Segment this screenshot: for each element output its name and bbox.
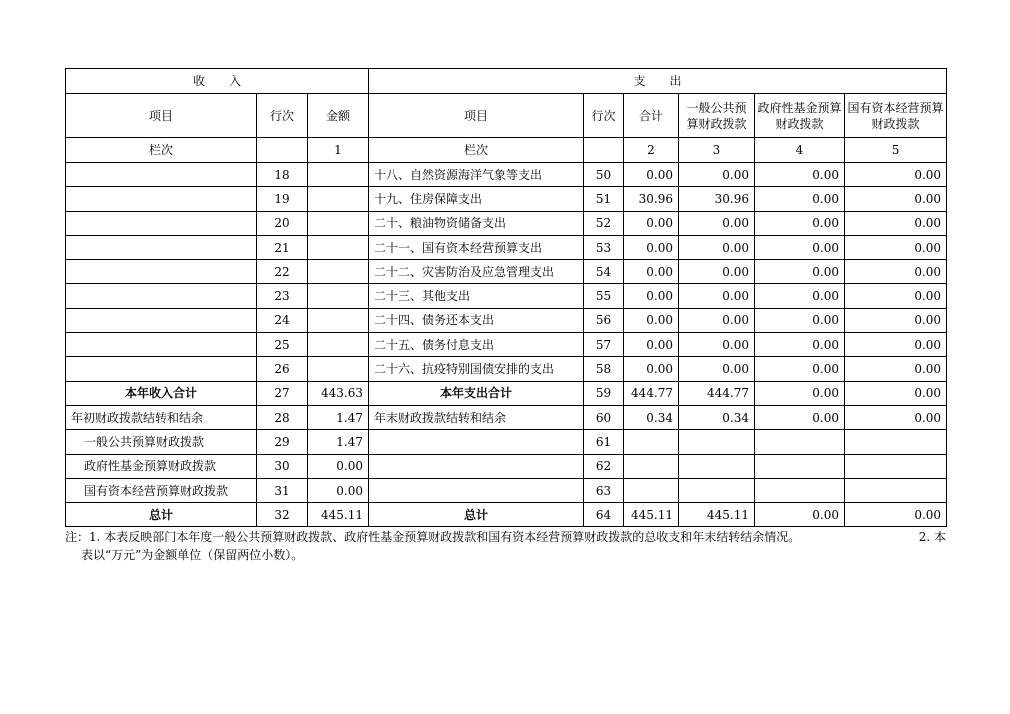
index-cell: 5: [845, 138, 947, 163]
empty-cell: [369, 430, 584, 454]
amount-cell: 0.00: [755, 187, 845, 211]
col-header-item: 项目: [369, 94, 584, 138]
amount-cell: 0.00: [679, 260, 755, 284]
amount-cell: 0.00: [845, 503, 947, 527]
income-item: [66, 284, 257, 308]
col-header-general: 一般公共预算财政拨款: [679, 94, 755, 138]
section-header-row: [66, 69, 947, 94]
index-cell: 2: [624, 138, 679, 163]
amount-cell: 0.00: [308, 478, 369, 502]
footnote-line-1: [65, 528, 946, 546]
expense-section-header: 支 出: [369, 69, 947, 94]
amount-cell: 0.00: [845, 405, 947, 429]
expense-item: 二十六、抗疫特别国债安排的支出: [369, 357, 584, 381]
income-item: [66, 163, 257, 187]
table-row: [66, 357, 947, 381]
amount-cell: 445.11: [308, 503, 369, 527]
row-no: 57: [584, 333, 624, 357]
table-row: [66, 163, 947, 187]
empty-cell: [679, 478, 755, 502]
amount-cell: 30.96: [624, 187, 679, 211]
amount-cell: 0.00: [755, 333, 845, 357]
grand-total-income-label: 总计: [66, 503, 257, 527]
index-cell: 1: [308, 138, 369, 163]
amount-cell: 0.00: [755, 308, 845, 332]
amount-cell: 0.00: [845, 333, 947, 357]
expense-item: 十九、住房保障支出: [369, 187, 584, 211]
amount-cell: 0.00: [755, 405, 845, 429]
amount-cell: 445.11: [679, 503, 755, 527]
col-header-state-capital: 国有资本经营预算财政拨款: [845, 94, 947, 138]
row-no: 54: [584, 260, 624, 284]
amount-cell: 0.00: [845, 211, 947, 235]
income-item: [66, 235, 257, 259]
annual-total-row: [66, 381, 947, 405]
row-no: 56: [584, 308, 624, 332]
amount-cell: 0.00: [308, 454, 369, 478]
row-no: 31: [257, 478, 308, 502]
table-row: [66, 211, 947, 235]
amount-cell: 445.11: [624, 503, 679, 527]
empty-cell: [845, 454, 947, 478]
empty-cell: [369, 454, 584, 478]
income-item: [66, 308, 257, 332]
sub-row: [66, 478, 947, 502]
amount-cell: 0.00: [624, 333, 679, 357]
amount-cell: 1.47: [308, 405, 369, 429]
empty-cell: [369, 478, 584, 502]
amount-cell: 0.00: [624, 211, 679, 235]
index-cell: 4: [755, 138, 845, 163]
row-no: 62: [584, 454, 624, 478]
row-no: 20: [257, 211, 308, 235]
row-no: 23: [257, 284, 308, 308]
row-no: 19: [257, 187, 308, 211]
row-no: 30: [257, 454, 308, 478]
amount-cell: 0.00: [624, 284, 679, 308]
index-row: [66, 138, 947, 163]
row-no: 18: [257, 163, 308, 187]
amount-cell: 0.00: [845, 187, 947, 211]
amount-cell: 30.96: [679, 187, 755, 211]
amount-cell: 0.00: [679, 333, 755, 357]
empty-cell: [755, 430, 845, 454]
amount-cell: [308, 211, 369, 235]
amount-cell: 0.00: [845, 163, 947, 187]
amount-cell: 0.00: [755, 260, 845, 284]
income-item: [66, 260, 257, 284]
end-balance-label: 年末财政拨款结转和结余: [369, 405, 584, 429]
row-no: 21: [257, 235, 308, 259]
table-row: [66, 308, 947, 332]
sub-item-label: 一般公共预算财政拨款: [66, 430, 257, 454]
sub-item-label: 国有资本经营预算财政拨款: [66, 478, 257, 502]
row-no: 26: [257, 357, 308, 381]
empty-cell: [624, 430, 679, 454]
row-no: 58: [584, 357, 624, 381]
footnote: [65, 528, 946, 564]
col-header-amount: 金额: [308, 94, 369, 138]
row-no: 64: [584, 503, 624, 527]
row-no: 25: [257, 333, 308, 357]
amount-cell: [308, 357, 369, 381]
amount-cell: 0.34: [624, 405, 679, 429]
income-item: [66, 211, 257, 235]
amount-cell: 0.00: [679, 308, 755, 332]
table-row: [66, 235, 947, 259]
annual-income-label: 本年收入合计: [66, 381, 257, 405]
empty-cell: [624, 454, 679, 478]
expense-item: 二十、粮油物资储备支出: [369, 211, 584, 235]
amount-cell: [308, 333, 369, 357]
amount-cell: 0.00: [624, 260, 679, 284]
amount-cell: 0.00: [845, 284, 947, 308]
row-no: 53: [584, 235, 624, 259]
row-no: 27: [257, 381, 308, 405]
amount-cell: 1.47: [308, 430, 369, 454]
amount-cell: 0.00: [624, 163, 679, 187]
index-cell: [257, 138, 308, 163]
amount-cell: [308, 308, 369, 332]
row-no: 24: [257, 308, 308, 332]
table-row: [66, 333, 947, 357]
empty-cell: [679, 430, 755, 454]
empty-cell: [755, 454, 845, 478]
col-header-gov-fund: 政府性基金预算财政拨款: [755, 94, 845, 138]
amount-cell: 0.34: [679, 405, 755, 429]
footnote-text: 注：1. 本表反映部门本年度一般公共预算财政拨款、政府性基金预算财政拨款和国有资本经营预算财政拨款的总收支和年末结转结余情况。: [65, 530, 801, 544]
column-header-row: [66, 94, 947, 138]
row-no: 29: [257, 430, 308, 454]
empty-cell: [679, 454, 755, 478]
amount-cell: 0.00: [624, 308, 679, 332]
row-no: 59: [584, 381, 624, 405]
expense-item: 十八、自然资源海洋气象等支出: [369, 163, 584, 187]
income-section-header: 收 入: [66, 69, 369, 94]
amount-cell: [308, 187, 369, 211]
col-header-row-no: 行次: [257, 94, 308, 138]
row-no: 63: [584, 478, 624, 502]
table-row: [66, 284, 947, 308]
grand-total-row: [66, 503, 947, 527]
amount-cell: 0.00: [755, 357, 845, 381]
amount-cell: 444.77: [679, 381, 755, 405]
amount-cell: [308, 260, 369, 284]
income-item: [66, 187, 257, 211]
amount-cell: 444.77: [624, 381, 679, 405]
table-row: [66, 187, 947, 211]
amount-cell: 0.00: [845, 235, 947, 259]
amount-cell: 0.00: [845, 357, 947, 381]
empty-cell: [845, 430, 947, 454]
row-no: 52: [584, 211, 624, 235]
row-no: 50: [584, 163, 624, 187]
amount-cell: 0.00: [679, 163, 755, 187]
expense-item: 二十一、国有资本经营预算支出: [369, 235, 584, 259]
row-no: 60: [584, 405, 624, 429]
amount-cell: 0.00: [624, 357, 679, 381]
expense-item: 二十五、债务付息支出: [369, 333, 584, 357]
expense-item: 二十二、灾害防治及应急管理支出: [369, 260, 584, 284]
empty-cell: [845, 478, 947, 502]
row-no: 28: [257, 405, 308, 429]
amount-cell: 0.00: [679, 211, 755, 235]
index-cell: [584, 138, 624, 163]
amount-cell: 0.00: [755, 163, 845, 187]
amount-cell: [308, 235, 369, 259]
carryover-row: [66, 405, 947, 429]
empty-cell: [755, 478, 845, 502]
amount-cell: 0.00: [679, 235, 755, 259]
row-no: 55: [584, 284, 624, 308]
amount-cell: 0.00: [755, 503, 845, 527]
amount-cell: 0.00: [845, 381, 947, 405]
income-item: [66, 357, 257, 381]
sub-row: [66, 430, 947, 454]
annual-expense-label: 本年支出合计: [369, 381, 584, 405]
sub-row: [66, 454, 947, 478]
col-header-row-no: 行次: [584, 94, 624, 138]
col-header-total: 合计: [624, 94, 679, 138]
row-no: 22: [257, 260, 308, 284]
row-no: 51: [584, 187, 624, 211]
amount-cell: 443.63: [308, 381, 369, 405]
grand-total-expense-label: 总计: [369, 503, 584, 527]
row-no: 32: [257, 503, 308, 527]
amount-cell: 0.00: [755, 235, 845, 259]
amount-cell: 0.00: [755, 211, 845, 235]
data-rows: [66, 163, 947, 382]
col-header-item: 项目: [66, 94, 257, 138]
index-label: 栏次: [369, 138, 584, 163]
amount-cell: 0.00: [755, 381, 845, 405]
expense-item: 二十四、债务还本支出: [369, 308, 584, 332]
empty-cell: [624, 478, 679, 502]
amount-cell: [308, 284, 369, 308]
amount-cell: 0.00: [755, 284, 845, 308]
amount-cell: 0.00: [845, 260, 947, 284]
table-row: [66, 260, 947, 284]
footnote-text-end: 2. 本: [918, 530, 946, 544]
row-no: 61: [584, 430, 624, 454]
amount-cell: 0.00: [679, 357, 755, 381]
begin-balance-label: 年初财政拨款结转和结余: [66, 405, 257, 429]
index-cell: 3: [679, 138, 755, 163]
sub-item-label: 政府性基金预算财政拨款: [66, 454, 257, 478]
amount-cell: 0.00: [624, 235, 679, 259]
footnote-line-2: 表以“万元”为金额单位（保留两位小数）。: [81, 548, 304, 562]
income-item: [66, 333, 257, 357]
amount-cell: [308, 163, 369, 187]
expense-item: 二十三、其他支出: [369, 284, 584, 308]
amount-cell: 0.00: [679, 284, 755, 308]
index-label: 栏次: [66, 138, 257, 163]
budget-table: [65, 68, 947, 527]
amount-cell: 0.00: [845, 308, 947, 332]
